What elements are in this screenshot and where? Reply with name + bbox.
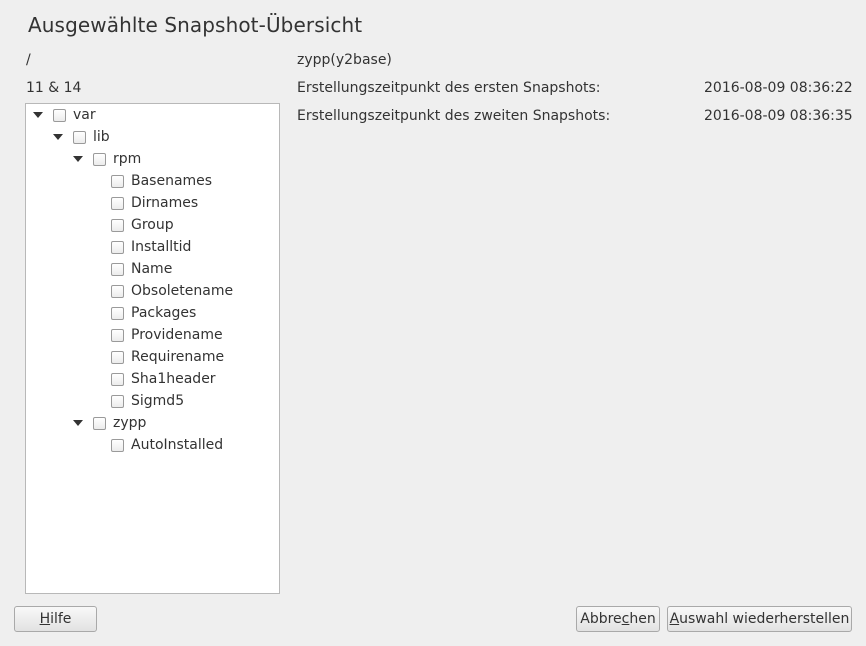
restore-selection-button[interactable] (667, 606, 852, 632)
help-button-label: Hilfe (39, 611, 72, 627)
tree-node-var[interactable] (33, 104, 96, 126)
dialog-title: Ausgewählte Snapshot-Übersicht (28, 13, 363, 37)
tree-checkbox[interactable] (111, 373, 124, 386)
expand-arrow-icon[interactable] (53, 134, 63, 140)
tree-node-label: Packages (131, 305, 197, 321)
expand-arrow-icon[interactable] (73, 156, 83, 162)
tree-node-file[interactable] (111, 390, 184, 412)
file-tree[interactable] (25, 103, 280, 594)
tree-node-file[interactable] (111, 214, 174, 236)
tree-node-file[interactable] (111, 324, 223, 346)
tree-checkbox[interactable] (111, 395, 124, 408)
tree-node-label: AutoInstalled (131, 437, 224, 453)
tree-node-label: Requirename (131, 349, 225, 365)
expand-arrow-icon[interactable] (73, 420, 83, 426)
tree-node-label: Group (131, 217, 174, 233)
tree-node-rpm[interactable] (73, 148, 141, 170)
restore-selection-button-label: Auswahl wiederherstellen (669, 611, 850, 627)
tree-checkbox[interactable] (111, 241, 124, 254)
cancel-button[interactable] (576, 606, 660, 632)
tree-node-file[interactable] (111, 302, 196, 324)
tree-checkbox[interactable] (111, 197, 124, 210)
tree-node-label: lib (93, 129, 110, 145)
tree-node-lib[interactable] (53, 126, 110, 148)
tree-node-label: Dirnames (131, 195, 199, 211)
snapshot-source-label: zypp(y2base) (297, 52, 392, 68)
tree-checkbox[interactable] (111, 285, 124, 298)
tree-node-file[interactable] (111, 258, 172, 280)
tree-node-label: var (73, 107, 96, 123)
tree-node-file[interactable] (111, 346, 224, 368)
tree-checkbox[interactable] (111, 175, 124, 188)
first-snapshot-time-value: 2016-08-09 08:36:22 (704, 80, 853, 96)
tree-node-file[interactable] (111, 280, 233, 302)
tree-checkbox[interactable] (93, 153, 106, 166)
tree-checkbox[interactable] (111, 263, 124, 276)
second-snapshot-time-label: Erstellungszeitpunkt des zweiten Snapshots: (297, 108, 611, 124)
first-snapshot-time-label: Erstellungszeitpunkt des ersten Snapshots: (297, 80, 601, 96)
tree-node-label: rpm (113, 151, 142, 167)
tree-node-file[interactable] (111, 170, 212, 192)
tree-node-zypp[interactable] (73, 412, 146, 434)
snapshot-range-label: 11 & 14 (26, 80, 82, 96)
tree-checkbox[interactable] (111, 307, 124, 320)
tree-node-label: Sigmd5 (131, 393, 185, 409)
tree-node-label: zypp (113, 415, 147, 431)
tree-checkbox[interactable] (111, 351, 124, 364)
tree-checkbox[interactable] (73, 131, 86, 144)
tree-node-file[interactable] (111, 368, 216, 390)
tree-node-file[interactable] (111, 192, 198, 214)
tree-checkbox[interactable] (111, 329, 124, 342)
cancel-button-label: Abbrechen (580, 611, 656, 627)
tree-node-label: Installtid (131, 239, 192, 255)
tree-node-file[interactable] (111, 434, 223, 456)
tree-checkbox[interactable] (111, 219, 124, 232)
tree-node-label: Name (131, 261, 173, 277)
tree-checkbox[interactable] (53, 109, 66, 122)
second-snapshot-time-value: 2016-08-09 08:36:35 (704, 108, 853, 124)
tree-checkbox[interactable] (111, 439, 124, 452)
tree-node-label: Basenames (131, 173, 213, 189)
help-button[interactable] (14, 606, 97, 632)
tree-node-file[interactable] (111, 236, 191, 258)
tree-node-label: Sha1header (131, 371, 216, 387)
tree-node-label: Providename (131, 327, 223, 343)
tree-checkbox[interactable] (93, 417, 106, 430)
path-label: / (26, 52, 31, 68)
tree-node-label: Obsoletename (131, 283, 234, 299)
expand-arrow-icon[interactable] (33, 112, 43, 118)
